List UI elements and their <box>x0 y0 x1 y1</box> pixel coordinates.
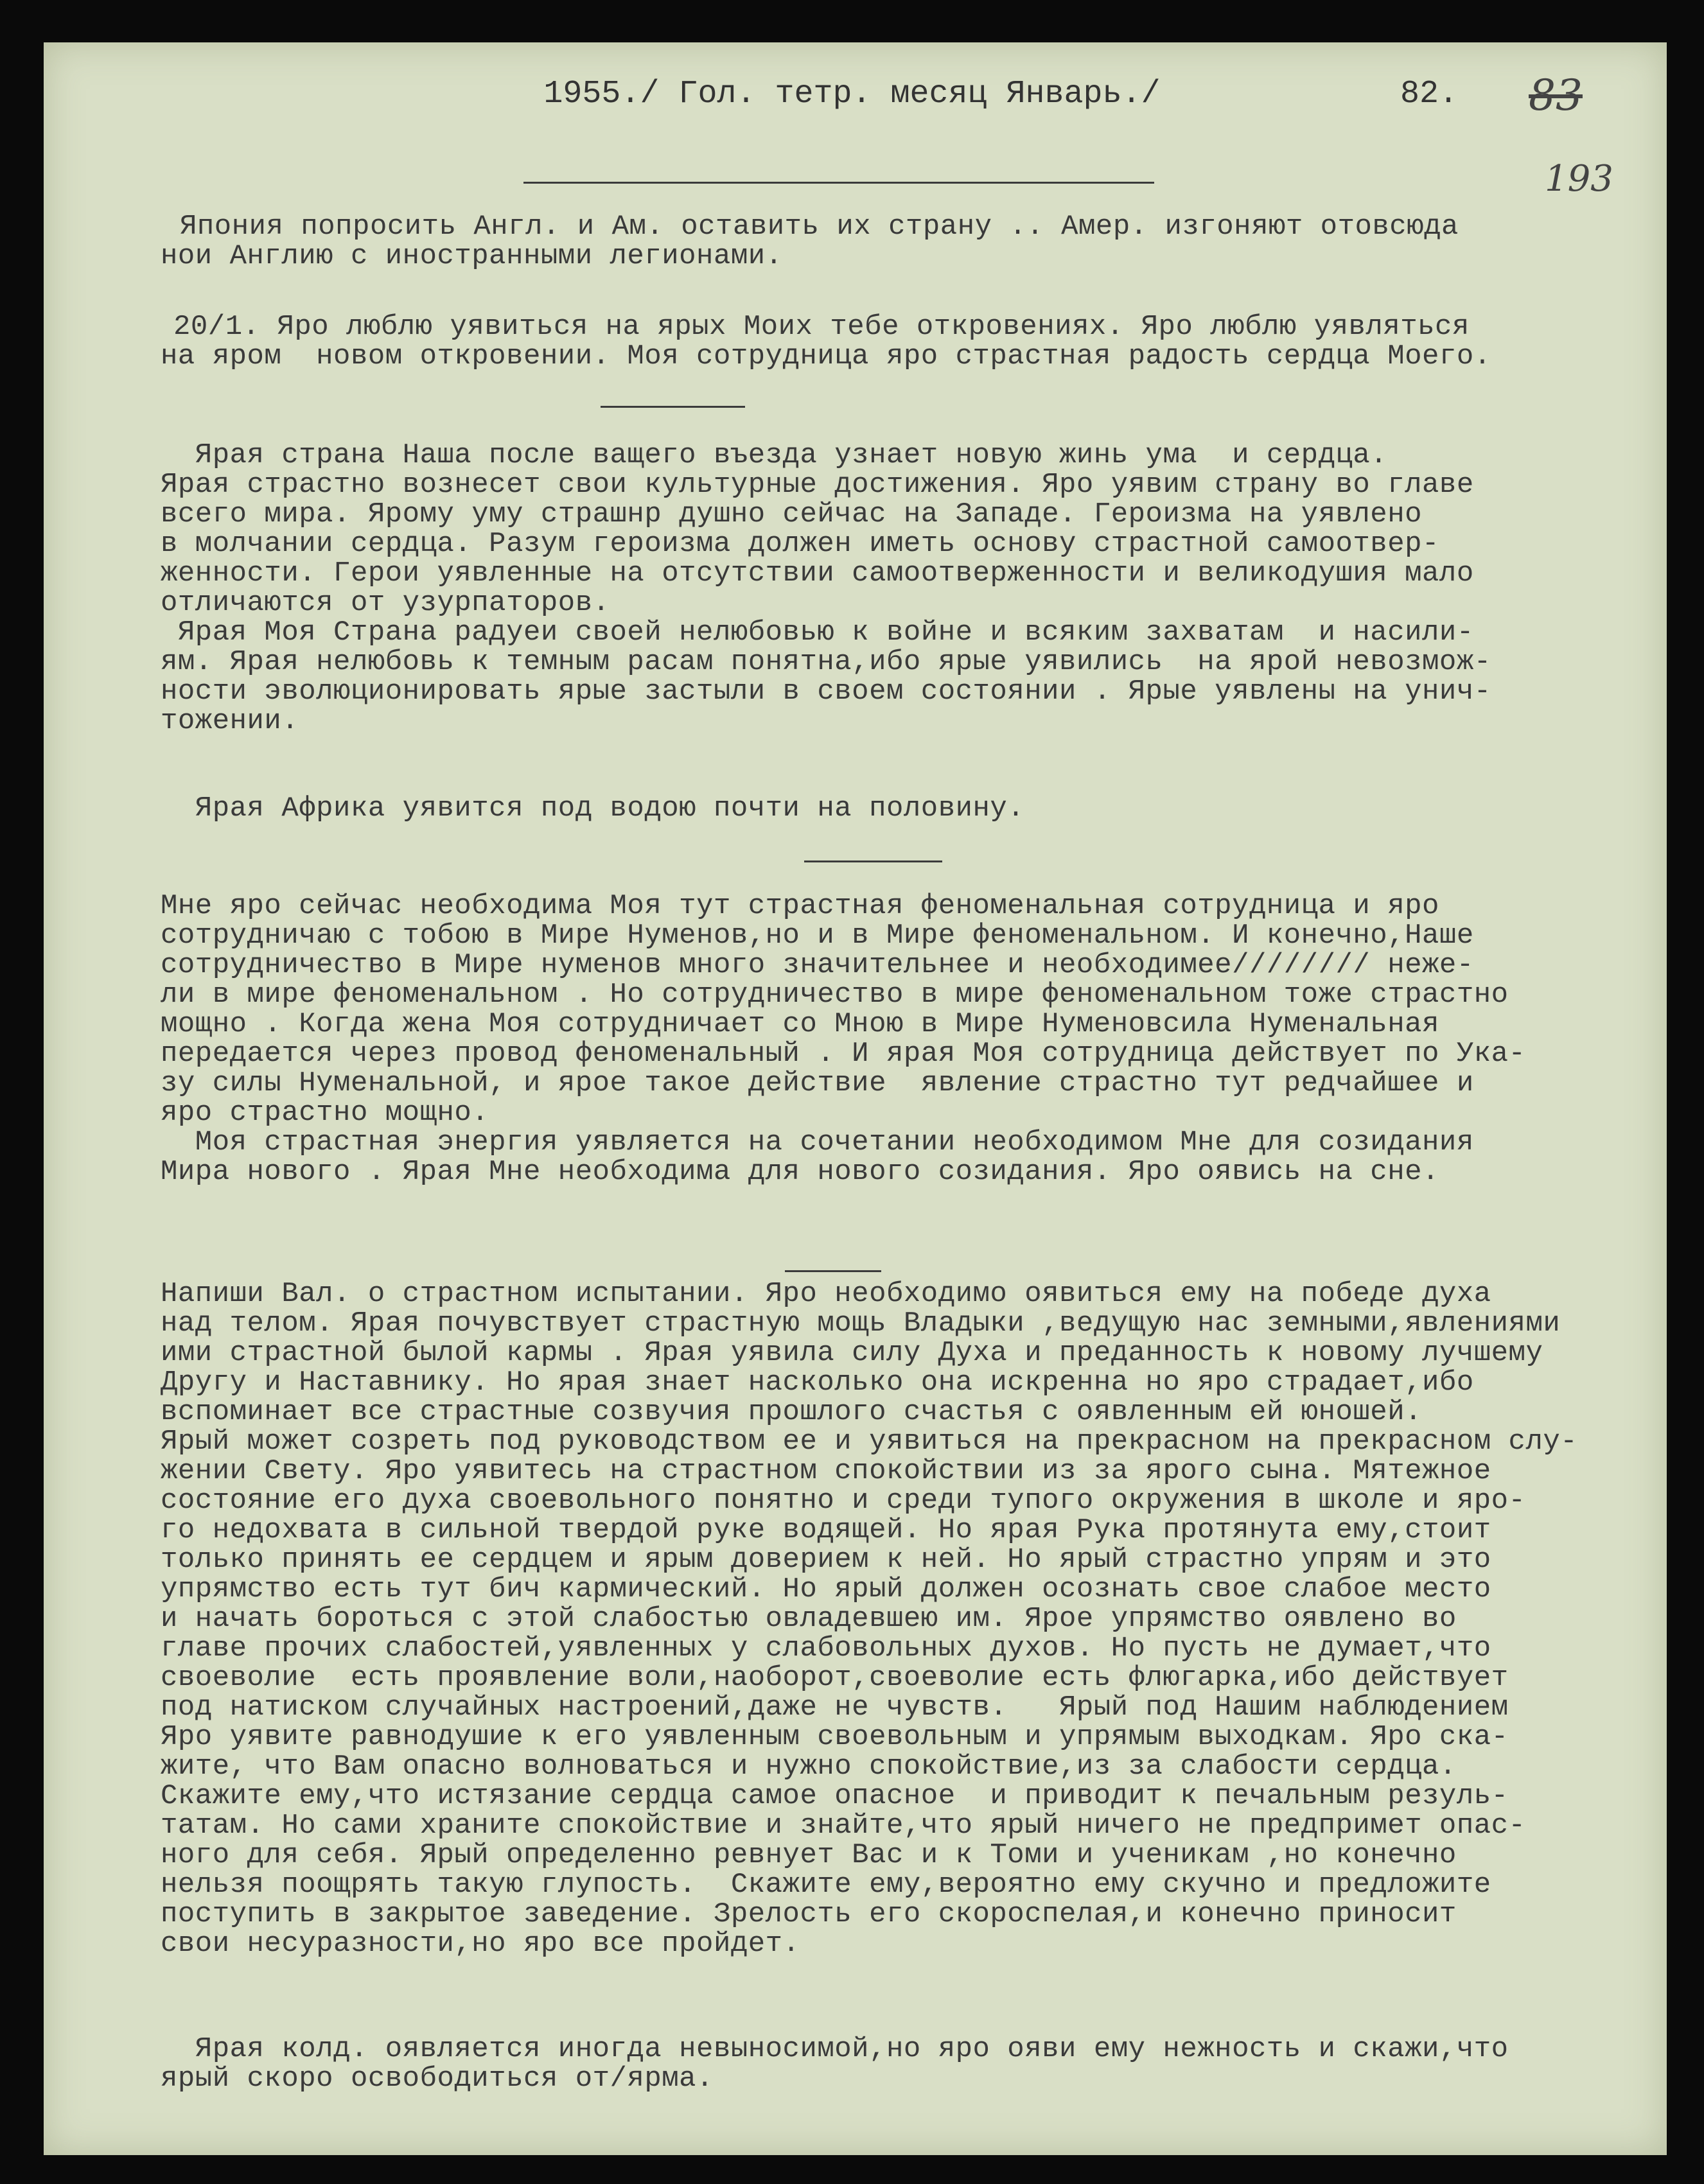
text-line: ного для себя. Ярый определенно ревнует Вас и к Томи и ученикам ,но конечно <box>161 1839 1457 1871</box>
text-line: Другу и Наставнику. Но ярая знает насколько она искренна но яро страдает,ибо <box>161 1367 1474 1399</box>
text-line: Ярая Моя Страна радуеи своей нелюбовью к войне и всяким захватам и насили- <box>161 616 1474 649</box>
paragraph-p1 <box>161 212 1459 271</box>
text-line: в молчании сердца. Разум героизма должен иметь основу страстной самоотвер- <box>161 528 1439 560</box>
text-line: татам. Но сами храните спокойствие и знайте,что ярый ничего не предпримет опас- <box>161 1810 1526 1842</box>
text-line: Ярая страна Наша после ващего въезда узнает новую жинь ума и сердца. <box>161 439 1388 471</box>
text-line: Мира нового . Ярая Мне необходима для нового созидания. Яро оявись на сне. <box>161 1156 1439 1188</box>
text-line: 20/1. Яро люблю уявиться на ярых Моих тебе откровениях. Яро люблю уявляться <box>173 311 1470 343</box>
text-line: свои несуразности,но яро все пройдет. <box>161 1928 800 1960</box>
text-line: своеволие есть проявление воли,наоборот,своеволие есть флюгарка,ибо действует <box>161 1662 1509 1694</box>
text-line: мощно . Когда жена Моя сотрудничает со Мною в Мире Нуменовсила Нуменальная <box>161 1008 1439 1040</box>
text-line: под натиском случайных настроений,даже не чувств. Ярый под Нашим наблюдением <box>161 1691 1509 1724</box>
text-line: всего мира. Ярому уму страшнр душно сейчас на Западе. Героизма на уявлено <box>161 498 1423 530</box>
text-line: упрямство есть тут бич кармический. Но ярый должен осознать свое слабое место <box>161 1573 1491 1605</box>
paragraph-p3 <box>161 441 1491 736</box>
text-line: на яром новом откровении. Моя сотрудница яро страстная радость сердца Моего. <box>161 340 1491 372</box>
section-divider <box>785 1270 881 1272</box>
text-line: ярый скоро освободиться от/ярма. <box>161 2063 714 2095</box>
handwritten-page-number: 193 <box>1545 158 1613 200</box>
text-line: сотрудничество в Мире нуменов много значительнее и необходимее//////// неже- <box>161 949 1474 981</box>
text-line: го недохвата в сильной твердой руке водящей. Но ярая Рука протянута ему,стоит <box>161 1514 1491 1546</box>
text-line: нои Англию с иностранными легионами. <box>161 240 783 272</box>
text-line: Ярый может созреть под руководством ее и уявиться на прекрасном на прекрасном слу- <box>161 1426 1578 1458</box>
text-line: Ярая Африка уявится под водою почти на половину. <box>161 792 1025 825</box>
text-line: Ярая колд. оявляется иногда невыносимой,но яро ояви ему нежность и скажи,что <box>161 2033 1509 2065</box>
text-line: ли в мире феноменальном . Но сотрудничество в мире феноменальном тоже страстно <box>161 979 1509 1011</box>
text-line: Япония попросить Англ. и Ам. оставить их страну .. Амер. изгоняют отовсюда <box>180 211 1459 243</box>
text-line: ими страстной былой кармы . Ярая уявила силу Духа и преданность к новому лучшему <box>161 1337 1543 1369</box>
page-number: 82. <box>1400 76 1459 112</box>
text-line: поступить в закрытое заведение. Зрелость его скороспелая,и конечно приносит <box>161 1898 1457 1930</box>
text-line: Яро уявите равнодушие к его уявленным своевольным и упрямым выходкам. Яро ска- <box>161 1721 1509 1753</box>
text-line: женности. Герои уявленные на отсутствии самоотверженности и великодушия мало <box>161 557 1474 590</box>
text-line: состояние его духа своевольного понятно и среди тупого окружения в школе и яро- <box>161 1485 1526 1517</box>
text-line: вспоминает все страстные созвучия прошлого счастья с оявленным ей юношей. <box>161 1396 1423 1428</box>
header-underline <box>523 182 1154 184</box>
paragraph-p6 <box>161 1279 1577 1959</box>
text-line: нельзя поощрять такую глупость. Скажите ему,вероятно ему скучно и предложите <box>161 1869 1491 1901</box>
text-line: жите, что Вам опасно волноваться и нужно спокойствие,из за слабости сердца. <box>161 1751 1457 1783</box>
paragraph-p2 <box>161 312 1491 371</box>
text-line: жении Свету. Яро уявитесь на страстном спокойствии из за ярого сына. Мятежное <box>161 1455 1491 1487</box>
handwritten-old-page-number: 83 <box>1529 71 1583 120</box>
text-line: тожении. <box>161 705 299 737</box>
page-header: 1955./ Гол. тетр. месяц Январь./ <box>543 76 1161 112</box>
text-line: ям. Ярая нелюбовь к темным расам понятна,ибо ярые уявились на ярой невозмож- <box>161 646 1491 678</box>
text-line: и начать бороться с этой слабостью овладевшею им. Ярое упрямство оявлено во <box>161 1603 1457 1635</box>
paragraph-p7 <box>161 2034 1509 2093</box>
text-line: Ярая страстно вознесет свои культурные достижения. Яро уявим страну во главе <box>161 469 1474 501</box>
paragraph-p4 <box>161 794 1024 823</box>
section-divider <box>804 860 942 862</box>
text-line: Мне яро сейчас необходима Моя тут страстная феноменальная сотрудница и яро <box>161 890 1439 922</box>
text-line: яро страстно мощно. <box>161 1097 489 1129</box>
text-line: передается через провод феноменальный . И ярая Моя сотрудница действует по Ука- <box>161 1038 1526 1070</box>
section-divider <box>601 406 745 408</box>
text-line: над телом. Ярая почувствует страстную мощь Владыки ,ведущую нас земными,явлениями <box>161 1307 1561 1340</box>
text-line: ности эволюционировать ярые застыли в своем состоянии . Ярые уявлены на унич- <box>161 676 1491 708</box>
text-line: отличаются от узурпаторов. <box>161 587 610 619</box>
text-line: главе прочих слабостей,уявленных у слабовольных духов. Но пусть не думает,что <box>161 1632 1491 1664</box>
text-line: Напиши Вал. о страстном испытании. Яро необходимо оявиться ему на победе духа <box>161 1278 1491 1310</box>
text-line: зу силы Нуменальной, и ярое такое действие явление страстно тут редчайшее и <box>161 1067 1474 1099</box>
text-line: сотрудничаю с тобою в Мире Нуменов,но и в Мире феноменальном. И конечно,Наше <box>161 920 1474 952</box>
paragraph-p5 <box>161 891 1525 1187</box>
text-line: только принять ее сердцем и ярым доверием к ней. Но ярый страстно упрям и это <box>161 1544 1491 1576</box>
text-line: Моя страстная энергия уявляется на сочетании необходимом Мне для созидания <box>161 1126 1474 1158</box>
text-line: Скажите ему,что истязание сердца самое опасное и приводит к печальным резуль- <box>161 1780 1509 1812</box>
